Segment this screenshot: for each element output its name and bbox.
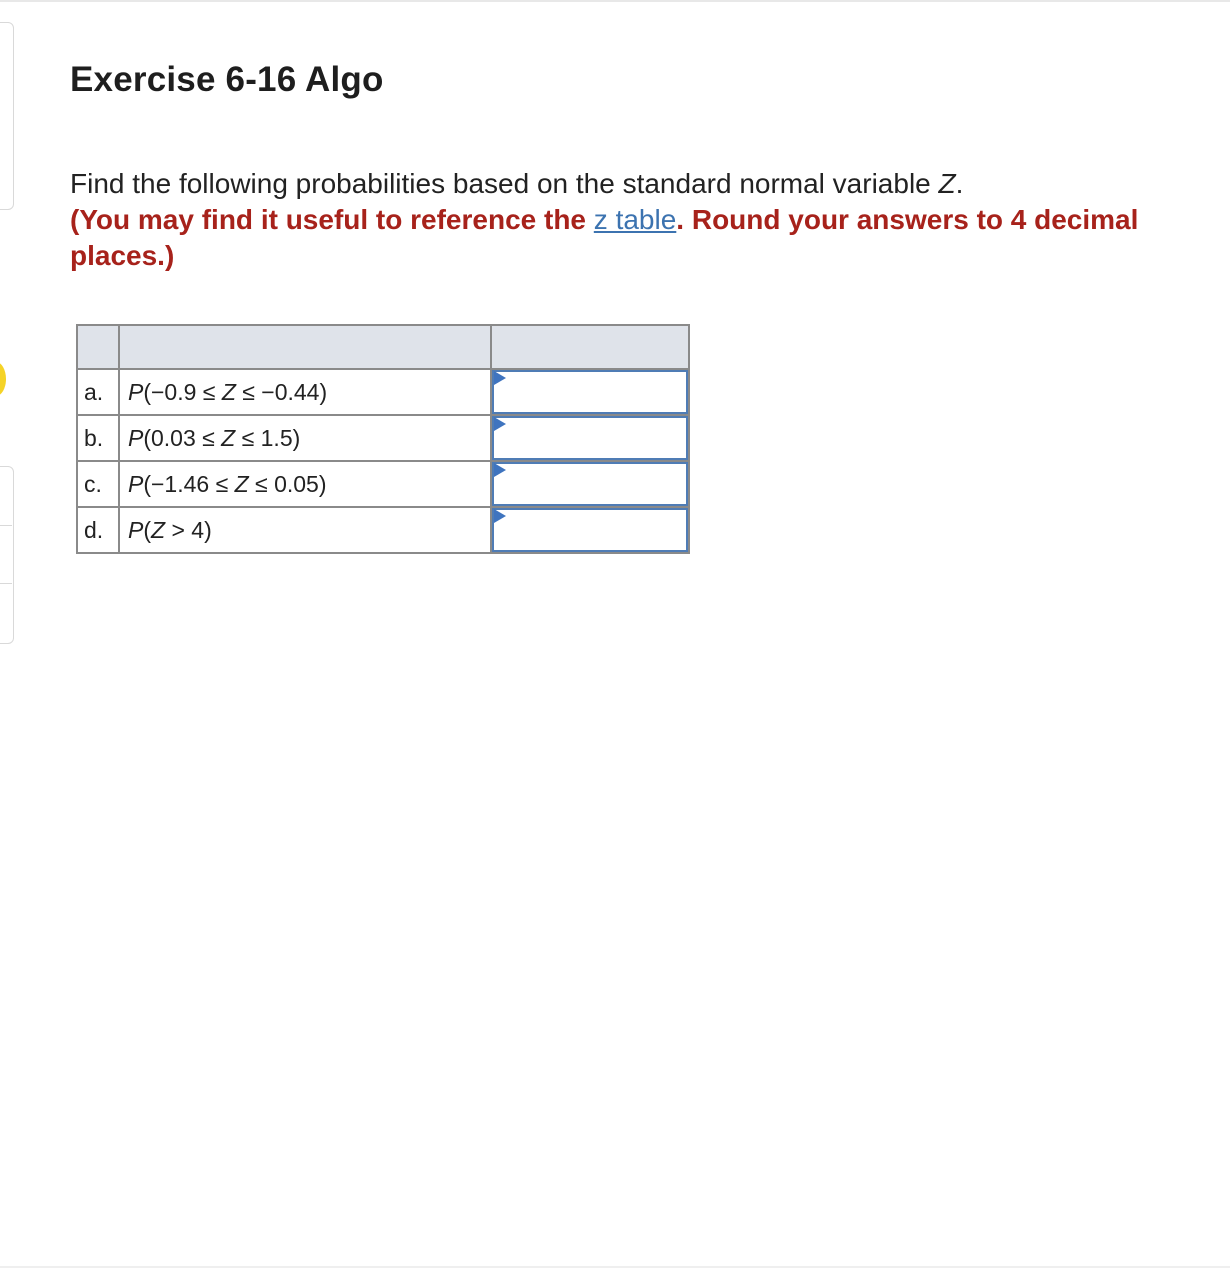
instructions-text: Find the following probabilities based on the standard normal variable bbox=[70, 168, 939, 199]
expr-tail: ≤ −0.44) bbox=[235, 378, 328, 405]
header-cell-expression bbox=[119, 325, 491, 369]
row-letter: b. bbox=[77, 415, 119, 461]
expr-body: (0.03 ≤ bbox=[143, 424, 222, 451]
expr-tail: ≤ 1.5) bbox=[235, 424, 301, 451]
header-cell-answer bbox=[491, 325, 689, 369]
side-panel-bottom bbox=[0, 466, 14, 644]
answer-input-a[interactable] bbox=[492, 370, 688, 414]
instructions-text-end: . bbox=[955, 168, 964, 199]
side-divider bbox=[0, 525, 12, 526]
row-expression bbox=[119, 507, 491, 553]
bottom-divider bbox=[0, 1266, 1230, 1268]
row-letter: c. bbox=[77, 461, 119, 507]
exercise-title: Exercise 6-16 Algo bbox=[70, 60, 384, 99]
expr-body: (−0.9 ≤ bbox=[143, 378, 222, 405]
answer-cell bbox=[491, 507, 689, 553]
table-row bbox=[77, 461, 689, 507]
table-row bbox=[77, 369, 689, 415]
expr-prefix: P bbox=[128, 470, 144, 497]
answer-cell bbox=[491, 461, 689, 507]
answer-cell bbox=[491, 415, 689, 461]
rounding-note bbox=[70, 204, 1138, 271]
expr-variable: Z bbox=[151, 516, 166, 543]
expr-prefix: P bbox=[128, 424, 144, 451]
row-expression bbox=[119, 415, 491, 461]
top-divider bbox=[0, 0, 1230, 2]
expr-variable: Z bbox=[234, 470, 249, 497]
row-letter: d. bbox=[77, 507, 119, 553]
side-divider bbox=[0, 583, 12, 584]
side-panel-top bbox=[0, 22, 14, 210]
z-table-link[interactable]: z table bbox=[593, 204, 677, 235]
expr-variable: Z bbox=[221, 378, 236, 405]
answer-input-b[interactable] bbox=[492, 416, 688, 460]
table-row bbox=[77, 507, 689, 553]
row-expression bbox=[119, 369, 491, 415]
header-cell-letter bbox=[77, 325, 119, 369]
expr-prefix: P bbox=[128, 378, 144, 405]
table-row bbox=[77, 415, 689, 461]
instructions-variable: Z bbox=[938, 168, 956, 199]
table-header-row bbox=[77, 325, 689, 369]
note-close: . Round your answers to 4 decimal places.) bbox=[70, 204, 1139, 271]
row-expression bbox=[119, 461, 491, 507]
probability-table bbox=[76, 324, 690, 554]
expr-variable: Z bbox=[221, 424, 236, 451]
answer-input-d[interactable] bbox=[492, 508, 688, 552]
expr-body: (−1.46 ≤ bbox=[143, 470, 235, 497]
expr-tail: ≤ 0.05) bbox=[248, 470, 327, 497]
status-dot-icon bbox=[0, 362, 6, 396]
expr-body: ( bbox=[143, 516, 152, 543]
answer-input-c[interactable] bbox=[492, 462, 688, 506]
expr-tail: > 4) bbox=[165, 516, 212, 543]
instructions bbox=[70, 166, 1150, 274]
answer-cell bbox=[491, 369, 689, 415]
note-open: (You may find it useful to reference the bbox=[70, 204, 594, 235]
expr-prefix: P bbox=[128, 516, 144, 543]
row-letter: a. bbox=[77, 369, 119, 415]
